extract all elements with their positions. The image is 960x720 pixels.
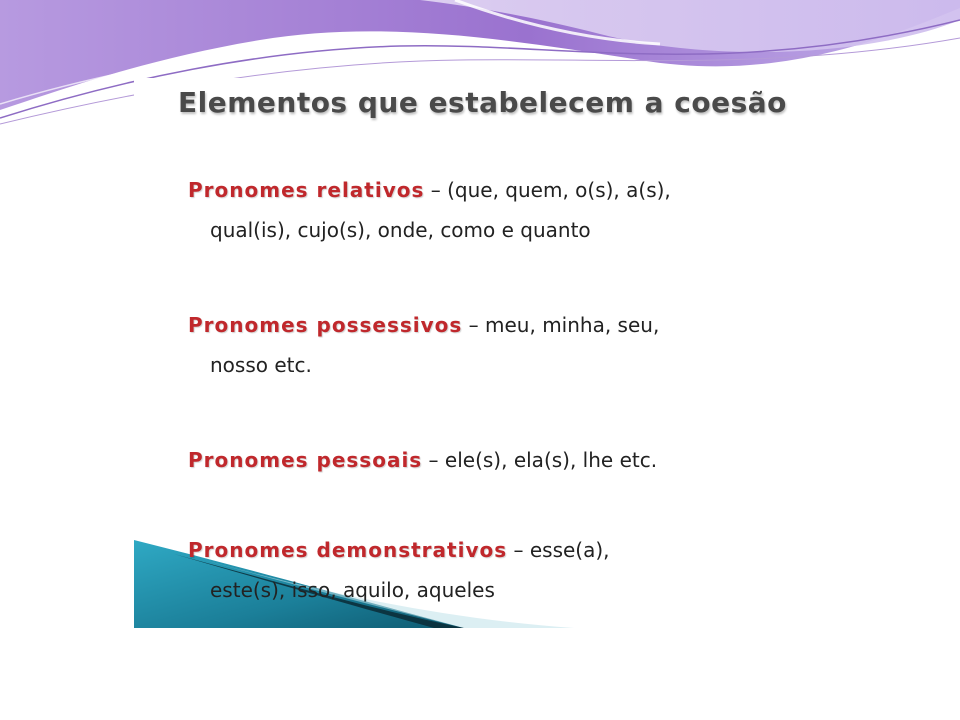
- bullet-pronomes-pessoais: [188, 440, 828, 480]
- bullet-continuation: qual(is), cujo(s), onde, como e quanto: [210, 218, 591, 242]
- slide-title: Elementos que estabelecem a coesão: [178, 86, 787, 119]
- bullet-term: Pronomes relativos: [188, 178, 425, 202]
- bullet-term: Pronomes possessivos: [188, 313, 463, 337]
- bullet-pronomes-demonstrativos: [188, 530, 828, 610]
- bullet-term: Pronomes pessoais: [188, 448, 423, 472]
- bullet-term: Pronomes demonstrativos: [188, 538, 508, 562]
- bullet-pronomes-relativos: [188, 170, 828, 250]
- bullet-text: – ele(s), ela(s), lhe etc.: [422, 448, 658, 472]
- bullet-text: – esse(a),: [507, 538, 610, 562]
- bullet-continuation: nosso etc.: [210, 353, 312, 377]
- bullet-pronomes-possessivos: [188, 305, 828, 385]
- bullet-continuation: este(s), isso, aquilo, aqueles: [210, 578, 495, 602]
- bullet-text: – (que, quem, o(s), a(s),: [424, 178, 671, 202]
- bullet-text: – meu, minha, seu,: [462, 313, 660, 337]
